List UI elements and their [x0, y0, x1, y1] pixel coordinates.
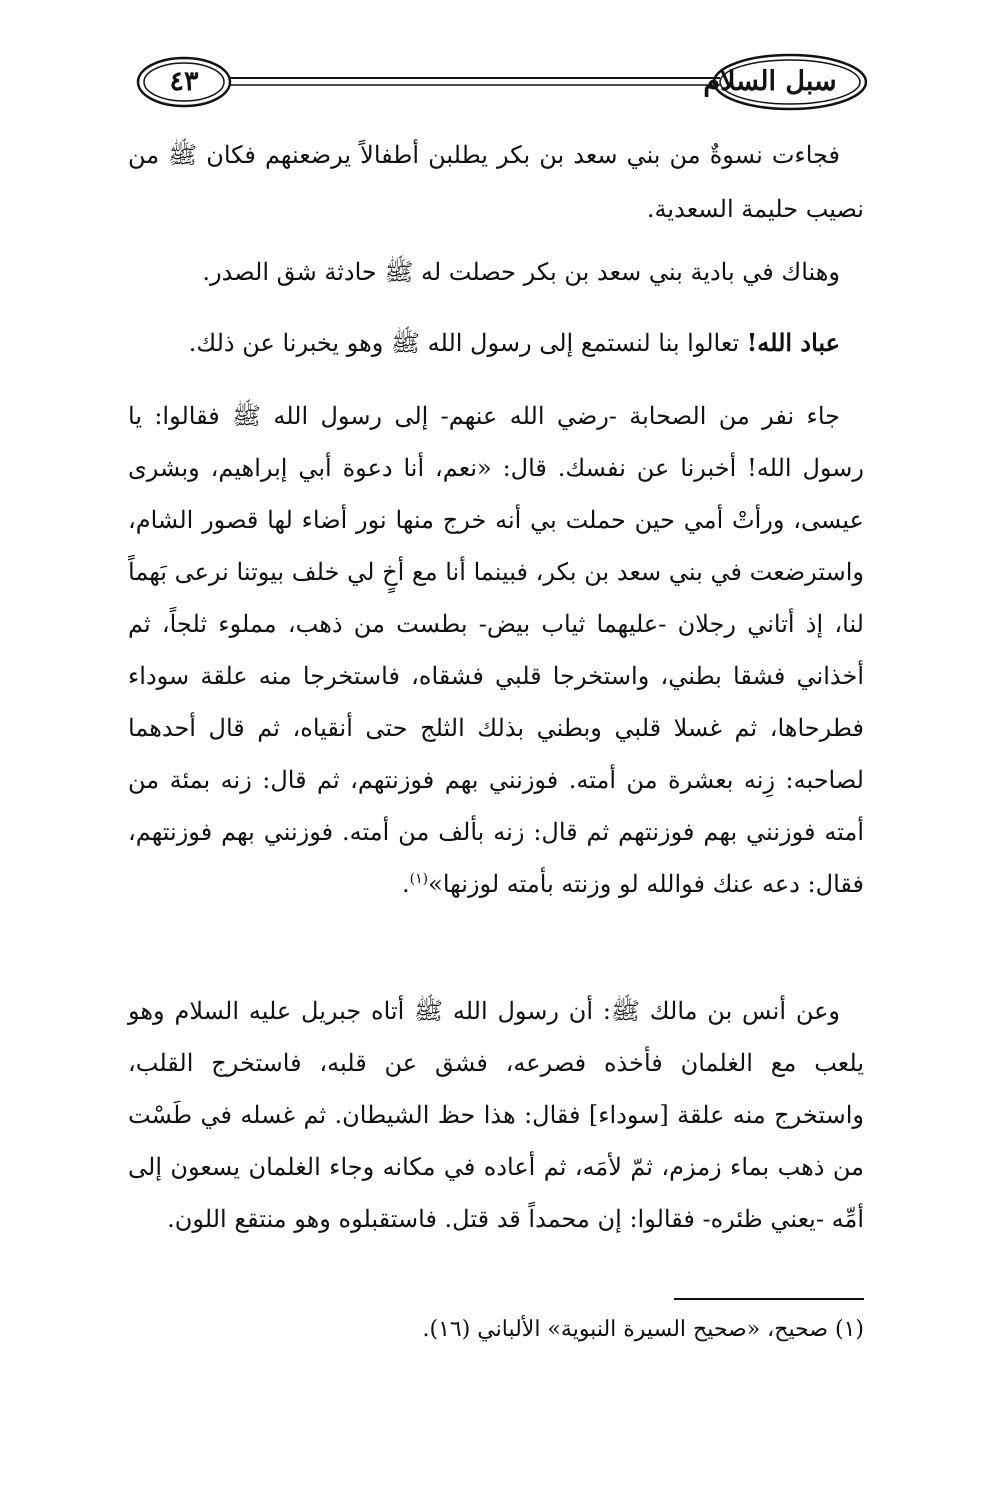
footnote-reference: (١)	[409, 871, 429, 887]
running-title: سبل السلام	[703, 66, 837, 97]
paragraph-2: وهناك في بادية بني سعد بن بكر حصلت له ﷺ حادثة شق الصدر.	[202, 258, 840, 286]
paragraph-4	[128, 390, 864, 910]
paragraph-3	[128, 316, 864, 370]
page-number: ٤٣	[169, 66, 199, 97]
paragraph-3-text: تعالوا بنا لنستمع إلى رسول الله ﷺ وهو يخبرنا عن ذلك.	[188, 329, 747, 357]
footnote-divider	[674, 1298, 864, 1300]
paragraph-4-text: جاء نفر من الصحابة -رضي الله عنهم- إلى رسول الله ﷺ فقالوا: يا رسول الله! أخبرنا عن نفسك. قال: «نعم، أنا دعوة أبي إبراهيم، وبشرى عيسى، ورأتْ أمي حين حملت بي أنه خرج منها نور أضاء لها قصور الشام، واسترضعت في بني سعد بن بكر، فبينما أنا مع أخٍ لي خلف بيوتنا نرعى بَهماً لنا، إذ أتاني رجلان -عليهما ثياب بيض- بطست من ذهب، مملوء ثلجاً، ثم أخذاني فشقا بطني، واستخرجا قلبي فشقاه، فاستخرجا منه علقة سوداء فطرحاها، ثم غسلا قلبي وبطني بذلك الثلج حتى أنقياه، ثم قال أحدهما لصاحبه: زِنه بعشرة من أمته. فوزنني بهم فوزنتهم، ثم قال: زنه بمئة من أمته فوزنني بهم فوزنتهم ثم قال: زنه بألف من أمته. فوزنني بهم فوزنتهم، فقال: دعه عنك فوالله لو وزنته بأمته لوزنها»	[128, 402, 864, 898]
footnote: (١) صحيح، «صحيح السيرة النبوية» الألباني (١٦).	[422, 1317, 864, 1342]
paragraph-1: فجاءت نسوةٌ من بني سعد بن بكر يطلبن أطفالاً يرضعنهم فكان ﷺ من نصيب حليمة السعدية.	[128, 141, 864, 223]
paragraph-4-tail: .	[402, 870, 410, 898]
paragraph-5: وعن أنس بن مالك ﷺ: أن رسول الله ﷺ أتاه جبريل عليه السلام وهو يلعب مع الغلمان فأخذه فصرعه، فشق عن قلبه، فاستخرج القلب، واستخرج منه علقة [سوداء] فقال: هذا حظ الشيطان. ثم غسله في طَسْت من ذهب بماء زمزم، ثمّ لأمَه، ثم أعاده في مكانه وجاء الغلمان يسعون إلى أمِّه -يعني ظئره- فقالوا: إن محمداً قد قتل. فاستقبلوه وهو منتقع اللون.	[128, 997, 865, 1233]
page-header	[130, 52, 870, 112]
paragraph-3-lead: عباد الله!	[746, 328, 840, 357]
